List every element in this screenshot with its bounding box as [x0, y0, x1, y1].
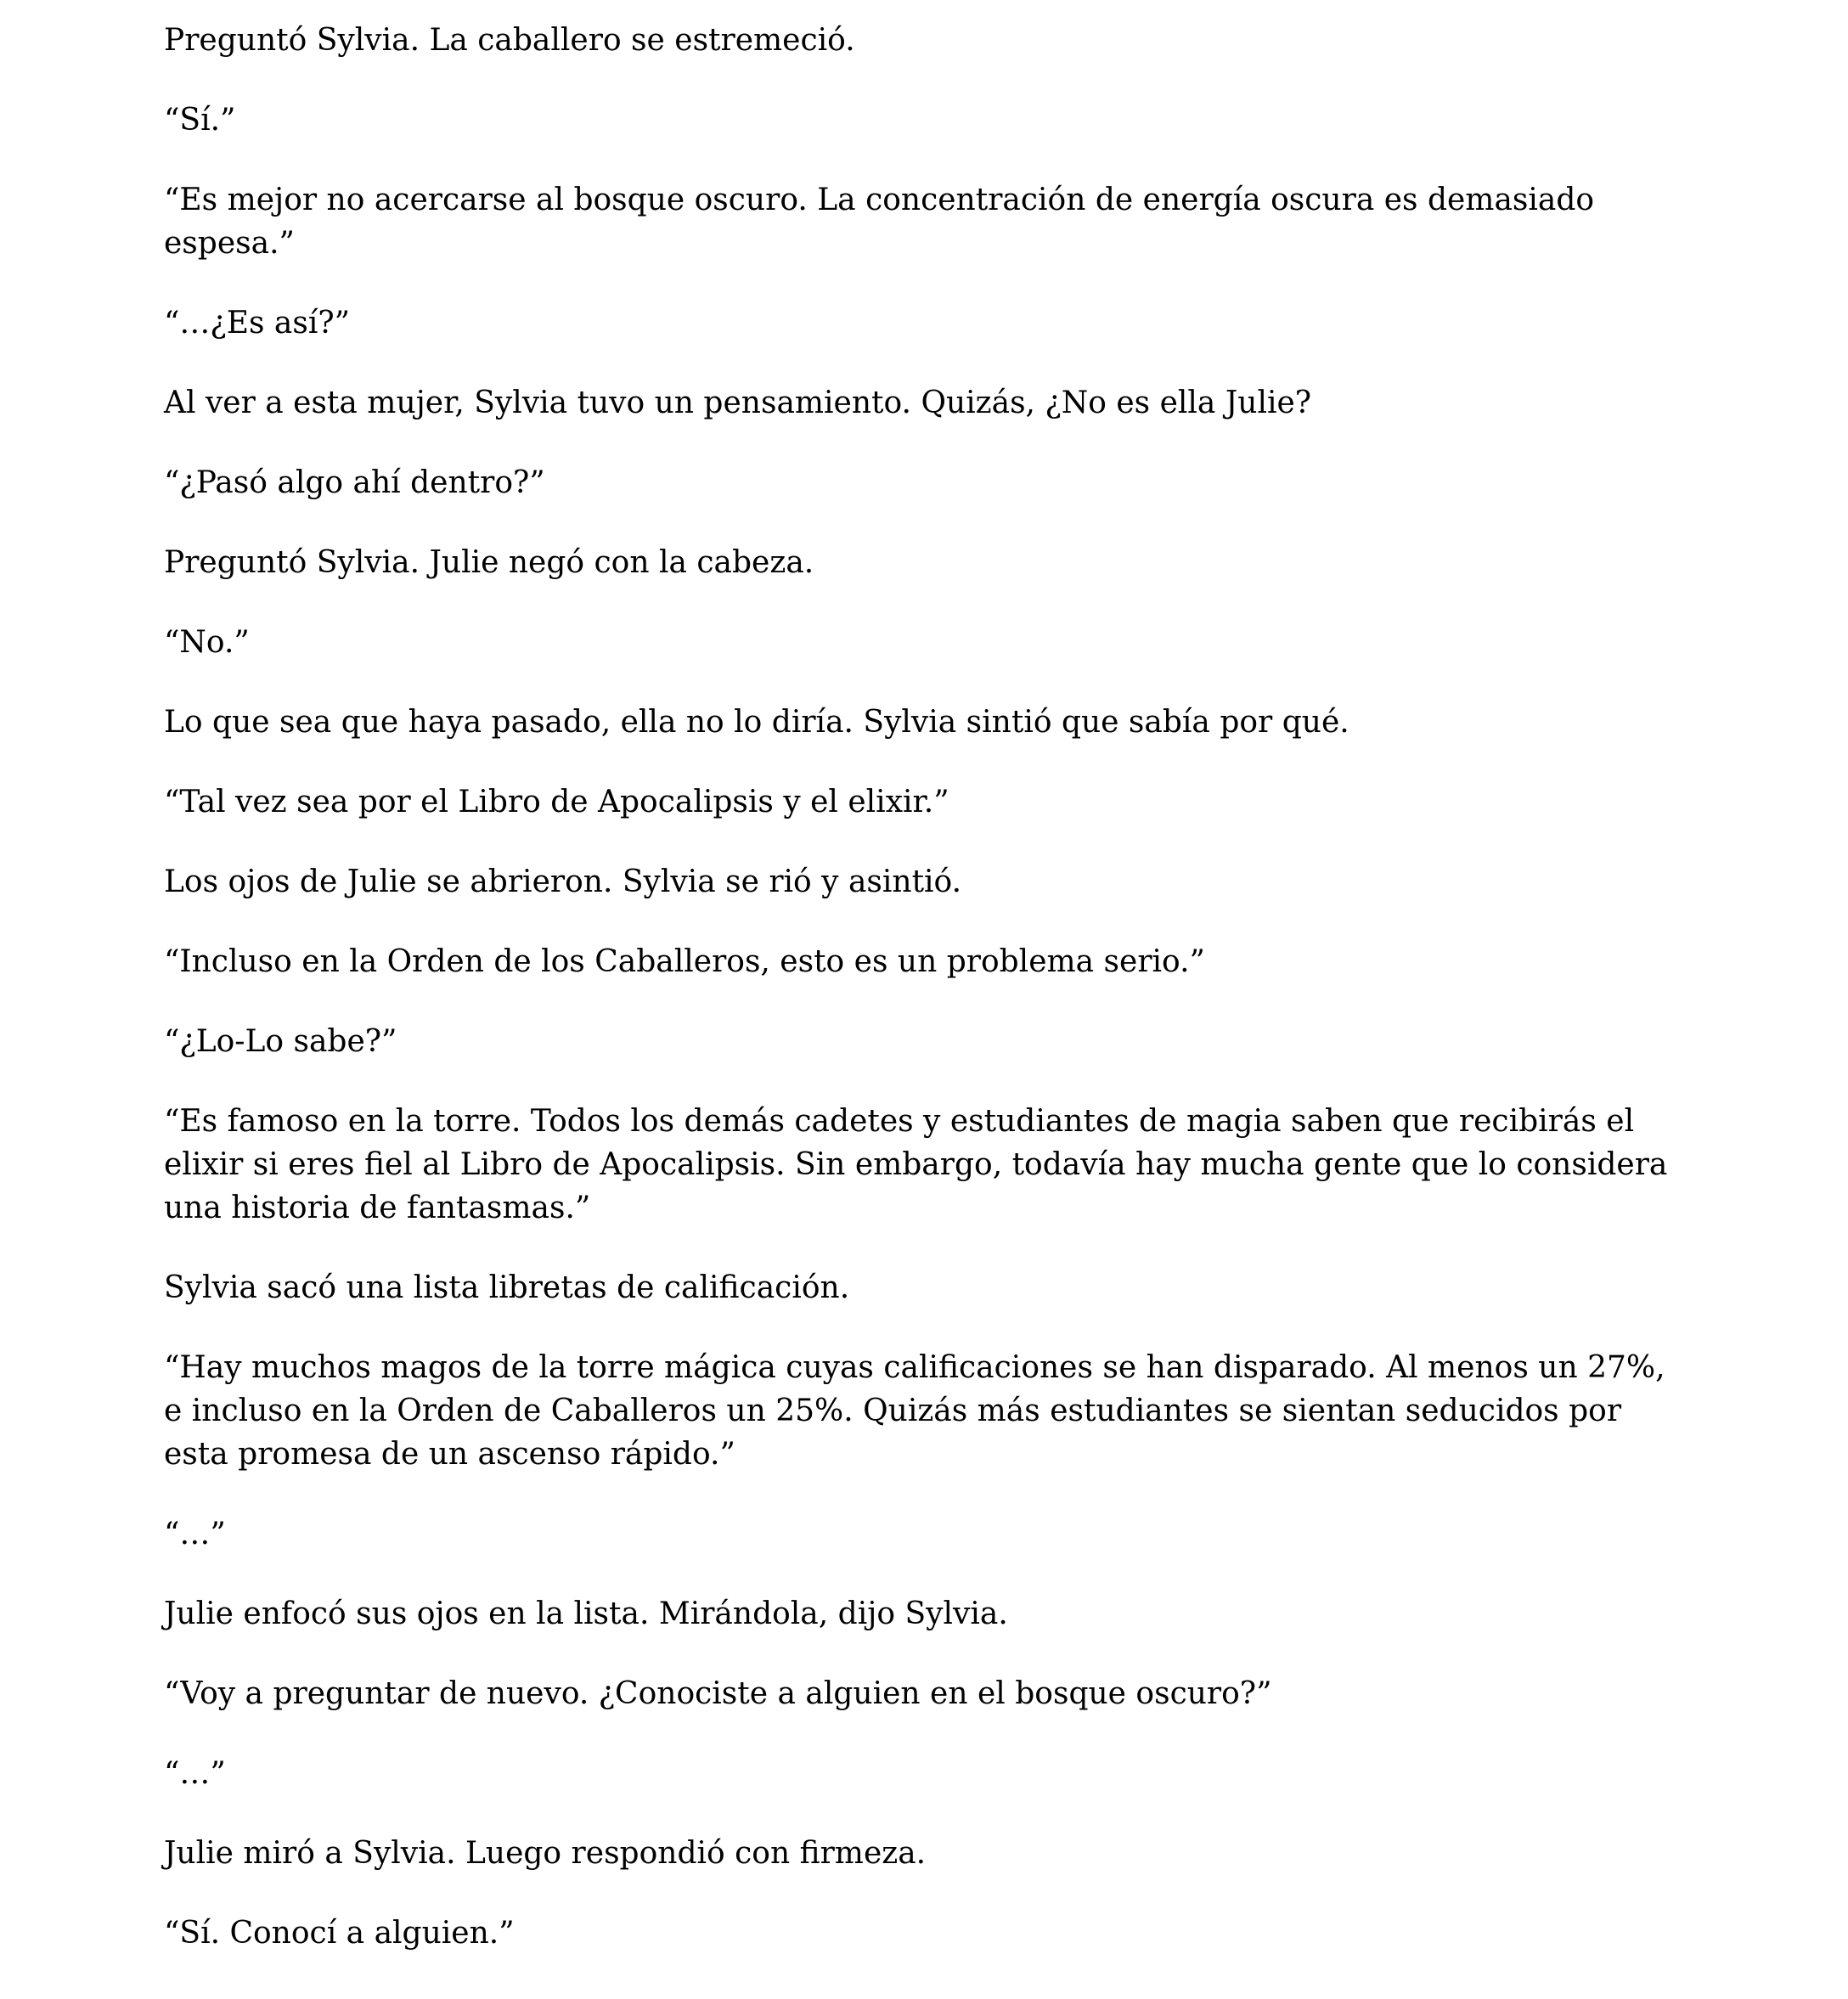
- document-body: [164, 19, 1693, 1991]
- paragraph: Lo que sea que haya pasado, ella no lo diría. Sylvia sintió que sabía por qué.: [164, 705, 1349, 740]
- paragraph: “…”: [164, 1517, 226, 1551]
- paragraph: “Tal vez sea por el Libro de Apocalipsis y el elixir.”: [164, 785, 949, 819]
- paragraph: “¿Lo-Lo sabe?”: [164, 1024, 397, 1059]
- paragraph: Julie enfocó sus ojos en la lista. Mirándola, dijo Sylvia.: [164, 1596, 1008, 1631]
- paragraph: Preguntó Sylvia. La caballero se estremeció.: [164, 23, 855, 58]
- paragraph: Al ver a esta mujer, Sylvia tuvo un pensamiento. Quizás, ¿No es ella Julie?: [164, 386, 1312, 420]
- paragraph: Sylvia sacó una lista libretas de calificación.: [164, 1270, 850, 1305]
- paragraph: “Es mejor no acercarse al bosque oscuro. La concentración de energía oscura es demasiado espesa.”: [164, 183, 1595, 261]
- paragraph: “Sí. Conocí a alguien.”: [164, 1916, 515, 1951]
- paragraph: “…¿Es así?”: [164, 306, 351, 341]
- paragraph: Julie miró a Sylvia. Luego respondió con firmeza.: [164, 1836, 927, 1871]
- paragraph: Los ojos de Julie se abrieron. Sylvia se rió y asintió.: [164, 864, 962, 899]
- paragraph: “¿Pasó algo ahí dentro?”: [164, 465, 545, 500]
- paragraph: “Incluso en la Orden de los Caballeros, esto es un problema serio.”: [164, 944, 1205, 979]
- paragraph: Preguntó Sylvia. Julie negó con la cabeza.: [164, 545, 814, 580]
- paragraph: “No.”: [164, 625, 250, 660]
- paragraph: “Hay muchos magos de la torre mágica cuyas calificaciones se han disparado. Al menos un 27%, e incluso en la Orden de Caballeros un 25%. Quizás más estudiantes se sientan seducidos por esta promesa de un ascenso rápido.”: [164, 1350, 1665, 1472]
- paragraph: “Sí.”: [164, 103, 236, 138]
- paragraph: “Voy a preguntar de nuevo. ¿Conociste a alguien en el bosque oscuro?”: [164, 1676, 1272, 1711]
- paragraph: “Es famoso en la torre. Todos los demás cadetes y estudiantes de magia saben que recibirás el elixir si eres fiel al Libro de Apocalipsis. Sin embargo, todavía hay mucha gente que lo considera una historia de fantasmas.”: [164, 1104, 1668, 1225]
- paragraph: “…”: [164, 1756, 226, 1791]
